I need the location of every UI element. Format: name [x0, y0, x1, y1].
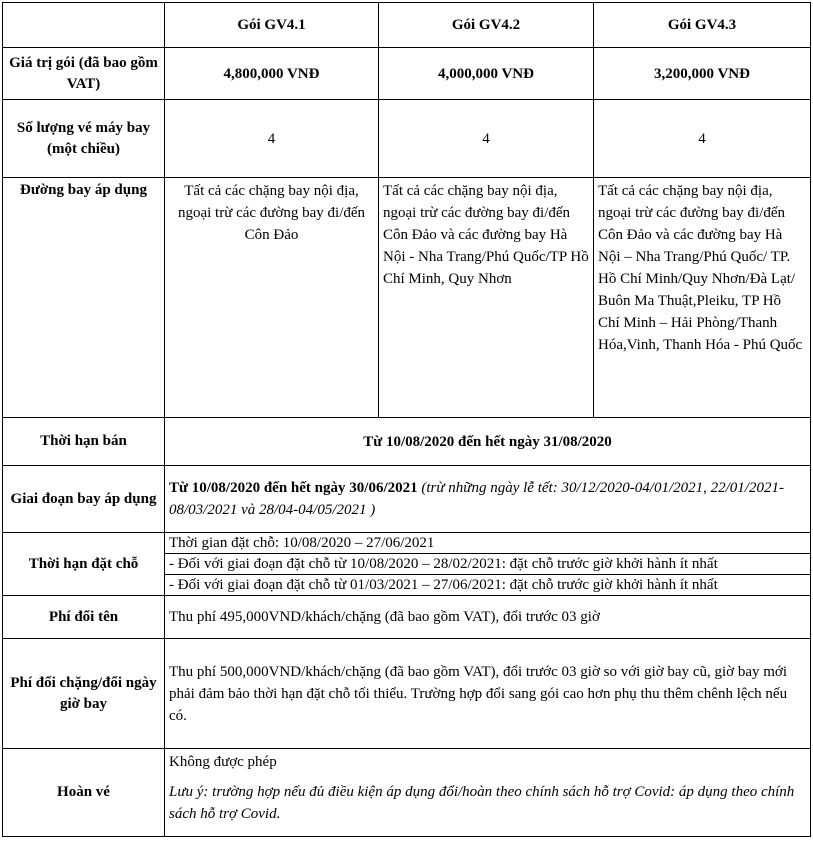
date-change-value: Thu phí 500,000VND/khách/chặng (đã bao gồm VAT), đổi trước 03 giờ so với giờ bay cũ, giờ bay mới phải đảm bảo thời hạn đặt chỗ tối thiểu. Trường hợp đổi sang gói cao hơn phụ thu thêm chênh lệch nếu có.: [165, 639, 811, 749]
booking-row-1: [3, 533, 811, 554]
price-label: Giá trị gói (đã bao gồm VAT): [3, 48, 165, 100]
header-row: [3, 3, 811, 48]
date-change-row: [3, 639, 811, 749]
refund-value: Không được phép: [169, 754, 277, 770]
booking-line-2: - Đối với giai đoạn đặt chỗ từ 10/08/2020 – 28/02/2021: đặt chỗ trước giờ khởi hành ít nhất: [165, 554, 811, 575]
flight-period-main: Từ 10/08/2020 đến hết ngày 30/06/2021: [169, 480, 418, 496]
routes-gv42: Tất cả các chặng bay nội địa, ngoại trừ các đường bay đi/đến Côn Đảo và các đường bay Hà Nội - Nha Trang/Phú Quốc/TP Hồ Chí Minh, Quy Nhơn: [379, 178, 594, 418]
tickets-label: Số lượng vé máy bay (một chiều): [3, 100, 165, 178]
sale-period-label: Thời hạn bán: [3, 418, 165, 466]
name-change-row: [3, 596, 811, 639]
package-gv43-header: Gói GV4.3: [594, 3, 811, 48]
refund-row: [3, 749, 811, 837]
routes-row: [3, 178, 811, 418]
tickets-gv41: 4: [165, 100, 379, 178]
booking-line-3: - Đối với giai đoạn đặt chỗ từ 01/03/2021 – 27/06/2021: đặt chỗ trước giờ khởi hành ít nhất: [165, 575, 811, 596]
flight-period-cell: [165, 466, 811, 533]
name-change-value: Thu phí 495,000VND/khách/chặng (đã bao gồm VAT), đổi trước 03 giờ: [165, 596, 811, 639]
tickets-gv43: 4: [594, 100, 811, 178]
refund-note: Lưu ý: trường hợp nếu đủ điều kiện áp dụng đổi/hoàn theo chính sách hỗ trợ Covid: áp dụng theo chính sách hỗ trợ Covid.: [169, 784, 795, 822]
flight-period-label: Giai đoạn bay áp dụng: [3, 466, 165, 533]
routes-gv41: Tất cả các chặng bay nội địa, ngoại trừ các đường bay đi/đến Côn Đảo: [165, 178, 379, 418]
refund-label: Hoàn vé: [3, 749, 165, 837]
date-change-label: Phí đổi chặng/đổi ngày giờ bay: [3, 639, 165, 749]
tickets-gv42: 4: [379, 100, 594, 178]
price-gv41: 4,800,000 VNĐ: [165, 48, 379, 100]
name-change-label: Phí đổi tên: [3, 596, 165, 639]
package-gv42-header: Gói GV4.2: [379, 3, 594, 48]
booking-line-1: Thời gian đặt chỗ: 10/08/2020 – 27/06/2021: [165, 533, 811, 554]
flight-period-row: [3, 466, 811, 533]
package-gv41-header: Gói GV4.1: [165, 3, 379, 48]
ticket-package-table: [2, 2, 811, 837]
booking-label: Thời hạn đặt chỗ: [3, 533, 165, 596]
price-gv43: 3,200,000 VNĐ: [594, 48, 811, 100]
sale-period-value: Từ 10/08/2020 đến hết ngày 31/08/2020: [165, 418, 811, 466]
sale-period-row: [3, 418, 811, 466]
price-row: [3, 48, 811, 100]
refund-cell: [165, 749, 811, 837]
routes-gv43: Tất cả các chặng bay nội địa, ngoại trừ các đường bay đi/đến Côn Đảo và các đường bay Hà Nội – Nha Trang/Phú Quốc/ TP. Hồ Chí Minh/Quy Nhơn/Đà Lạt/ Buôn Ma Thuật,Pleiku, TP Hồ Chí Minh – Hải Phòng/Thanh Hóa,Vinh, Thanh Hóa - Phú Quốc: [594, 178, 811, 418]
tickets-row: [3, 100, 811, 178]
routes-label: Đường bay áp dụng: [3, 178, 165, 418]
flight-period-note: (trừ những ngày lễ tết: 30/12/2020-04/01/2021, 22/01/2021-08/03/2021 và 28/04-04/05/2021 ): [169, 480, 784, 518]
price-gv42: 4,000,000 VNĐ: [379, 48, 594, 100]
empty-corner-cell: [3, 3, 165, 48]
